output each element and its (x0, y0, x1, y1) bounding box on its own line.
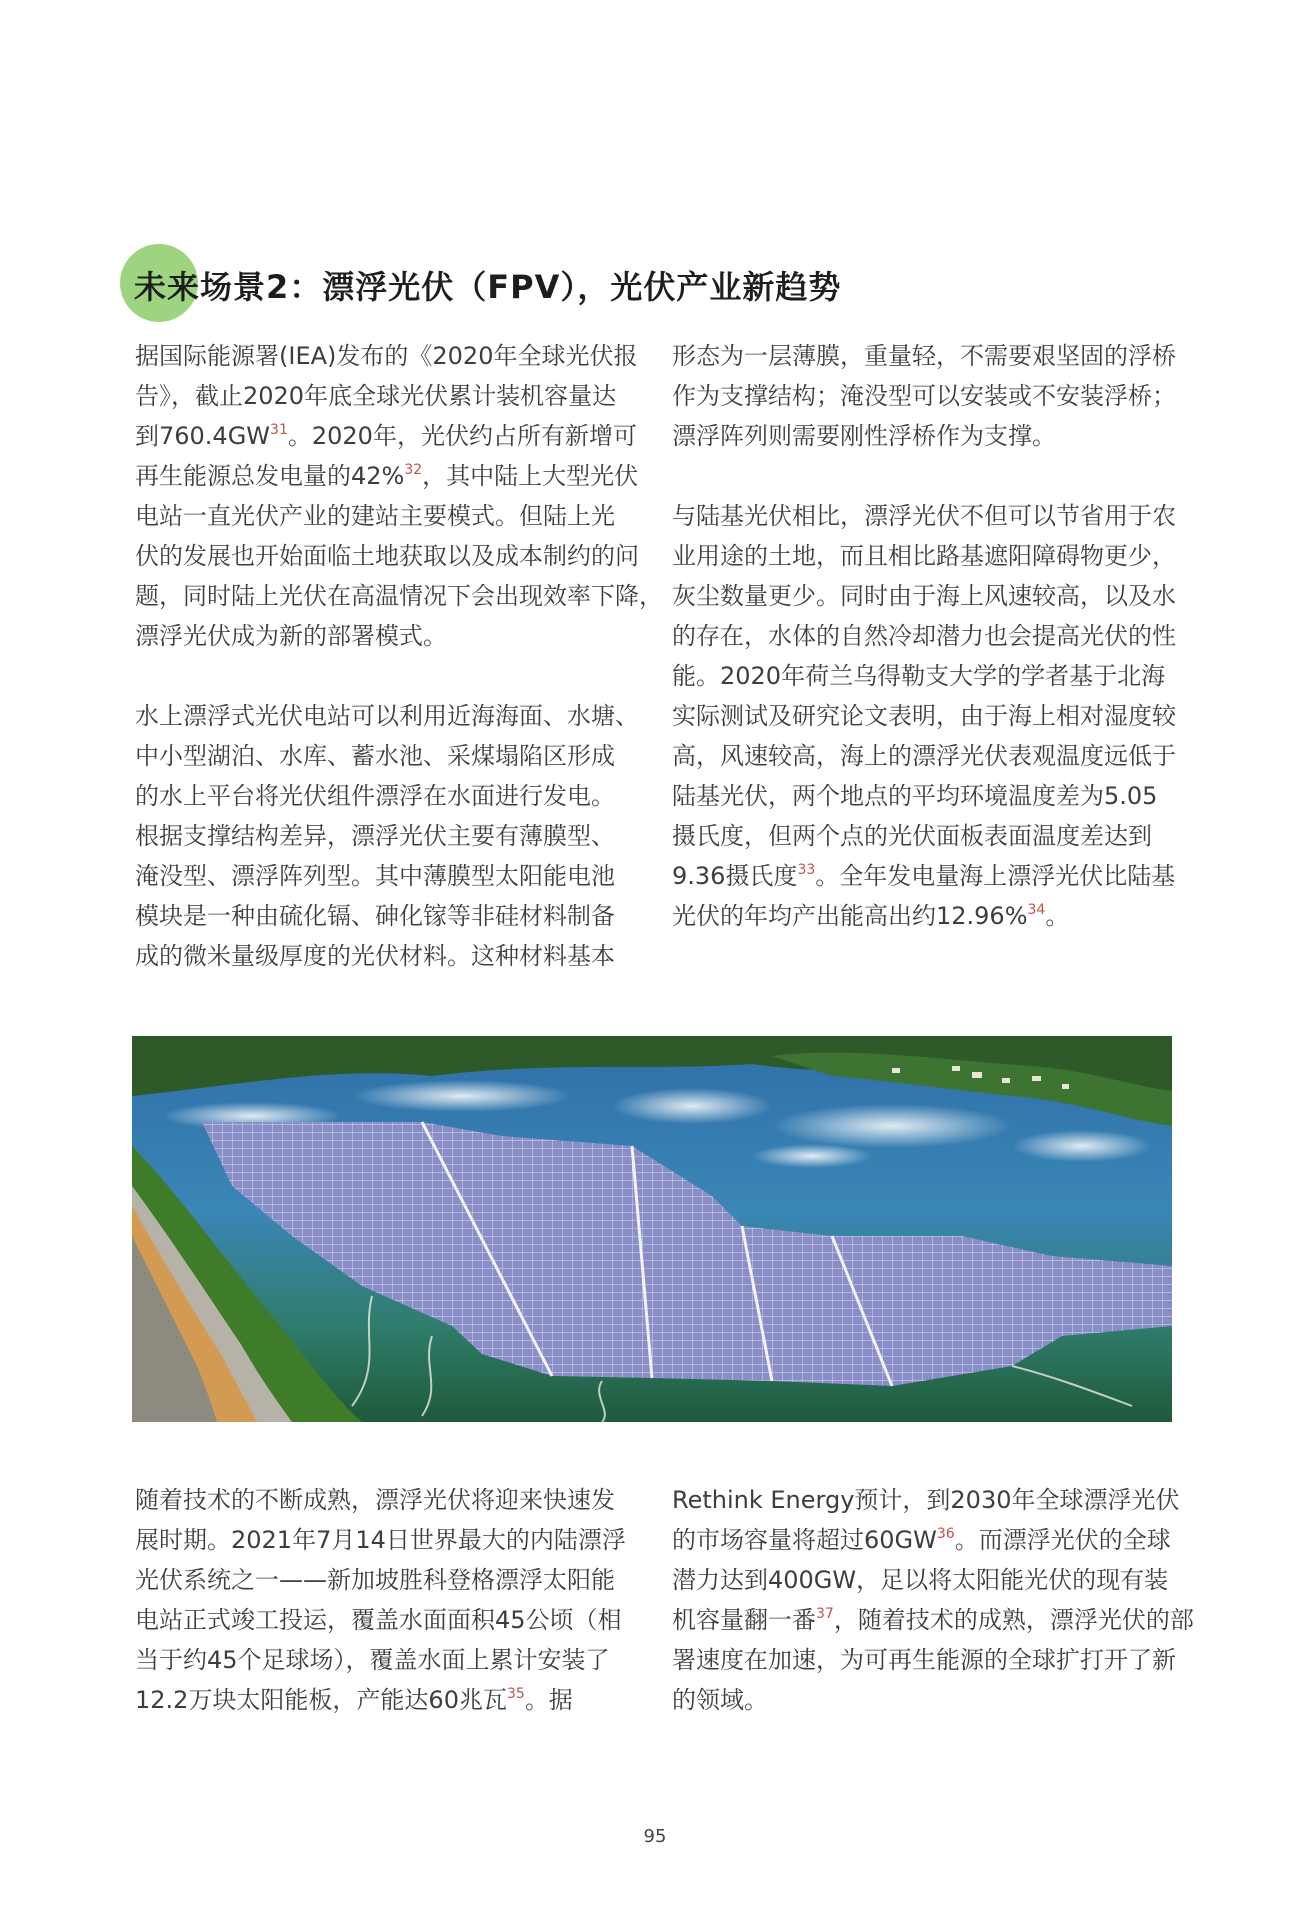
text-run: 淹没型、漂浮阵列型。其中薄膜型太阳能电池 (135, 862, 615, 890)
text-line (672, 656, 1172, 696)
text-line (672, 1680, 1172, 1720)
page-number: 95 (643, 1826, 667, 1847)
text-run: 实际测试及研究论文表明，由于海上相对湿度较 (672, 702, 1176, 730)
floating-solar-photo (132, 1036, 1172, 1422)
top-right-column (672, 336, 1176, 936)
section-heading (120, 244, 1220, 334)
text-line (135, 1680, 635, 1720)
text-run: 9.36摄氏度 (672, 862, 798, 890)
text-line (135, 856, 635, 896)
text-run: 的领域。 (672, 1686, 768, 1714)
text-run: 模块是一种由硫化镉、砷化镓等非硅材料制备 (135, 902, 615, 930)
text-run: 与陆基光伏相比，漂浮光伏不但可以节省用于农 (672, 502, 1176, 530)
text-run: 成的微米量级厚度的光伏材料。这种材料基本 (135, 942, 615, 970)
text-run: 光伏的年均产出能高出约12.96% (672, 902, 1028, 930)
text-run: 漂浮光伏成为新的部署模式。 (135, 622, 447, 650)
text-run: 能。2020年荷兰乌得勒支大学的学者基于北海 (672, 662, 1166, 690)
paragraph (672, 1480, 1194, 1720)
text-line (135, 1560, 635, 1600)
text-line (672, 896, 1172, 936)
reference-mark: 35 (506, 1686, 525, 1702)
text-line (672, 496, 1176, 536)
text-line (672, 576, 1176, 616)
text-line (672, 1560, 1172, 1600)
text-line (135, 1600, 635, 1640)
bottom-left-column (135, 1480, 635, 1720)
text-line (135, 1640, 635, 1680)
text-run: 灰尘数量更少。同时由于海上风速较高，以及水 (672, 582, 1176, 610)
text-line (672, 1520, 1172, 1560)
text-run: 陆基光伏，两个地点的平均环境温度差为5.05 (672, 782, 1158, 810)
paragraph (135, 1480, 635, 1720)
text-run: 随着技术的不断成熟，漂浮光伏将迎来快速发 (135, 1486, 615, 1514)
text-run: 。 (1045, 902, 1070, 930)
text-run: 到760.4GW (135, 422, 271, 450)
text-line (672, 336, 1176, 376)
text-run: 。全年发电量海上漂浮光伏比陆基 (815, 862, 1176, 890)
text-line (135, 576, 663, 616)
text-run: 作为支撑结构；淹没型可以安装或不安装浮桥； (672, 382, 1176, 410)
text-line (672, 1600, 1194, 1640)
text-run: 当于约45个足球场），覆盖水面上累计安装了 (135, 1646, 610, 1674)
text-run: 12.2万块太阳能板，产能达60兆瓦 (135, 1686, 507, 1714)
bottom-right-column (672, 1480, 1194, 1720)
text-line (672, 1480, 1180, 1520)
text-line (135, 416, 635, 456)
text-line (135, 536, 639, 576)
paragraph (672, 496, 1176, 936)
text-line (135, 456, 639, 496)
text-run: 光伏系统之一——新加坡胜科登格漂浮太阳能 (135, 1566, 615, 1594)
text-run: ，随着技术的成熟，漂浮光伏的部 (833, 1606, 1194, 1634)
text-line (135, 736, 635, 776)
text-run: 潜力达到400GW，足以将太阳能光伏的现有装 (672, 1566, 1169, 1594)
text-line (672, 816, 1172, 856)
text-run: 告》，截止2020年底全球光伏累计装机容量达 (135, 382, 617, 410)
text-run: 据国际能源署(IEA)发布的《2020年全球光伏报 (135, 342, 638, 370)
reference-mark: 37 (816, 1606, 834, 1622)
text-line (672, 1640, 1176, 1680)
paragraph (135, 336, 663, 656)
text-run: 的市场容量将超过60GW (672, 1526, 937, 1554)
text-line (672, 736, 1176, 776)
text-run: 高，风速较高，海上的漂浮光伏表观温度远低于 (672, 742, 1176, 770)
text-line (135, 1520, 635, 1560)
text-run: 业用途的土地，而且相比路基遮阳障碍物更少， (672, 542, 1176, 570)
text-run: 。2020年，光伏约占所有新增可 (287, 422, 637, 450)
text-line (672, 376, 1176, 416)
text-run: 漂浮阵列则需要刚性浮桥作为支撑。 (672, 422, 1056, 450)
text-run: 的水上平台将光伏组件漂浮在水面进行发电。 (135, 782, 615, 810)
text-line (135, 376, 635, 416)
text-run: 署速度在加速，为可再生能源的全球扩打开了新 (672, 1646, 1176, 1674)
top-left-column (135, 336, 663, 976)
text-line (135, 696, 639, 736)
text-run: 水上漂浮式光伏电站可以利用近海海面、水塘、 (135, 702, 639, 730)
text-run: 。而漂浮光伏的全球 (954, 1526, 1171, 1554)
text-line (135, 936, 635, 976)
text-run: 形态为一层薄膜，重量轻，不需要艰坚固的浮桥 (672, 342, 1176, 370)
text-run: 再生能源总发电量的42% (135, 462, 405, 490)
reference-mark: 34 (1027, 902, 1046, 918)
heading-title: 未来场景2：漂浮光伏（FPV），光伏产业新趋势 (134, 268, 842, 306)
text-run: 摄氏度，但两个点的光伏面板表面温度差达到 (672, 822, 1152, 850)
text-run: 中小型湖泊、水库、蓄水池、采煤塌陷区形成 (135, 742, 615, 770)
text-run: 电站正式竣工投运，覆盖水面面积45公顷（相 (135, 1606, 622, 1634)
text-run: 根据支撑结构差异，漂浮光伏主要有薄膜型、 (135, 822, 615, 850)
text-line (672, 776, 1172, 816)
text-run: ，其中陆上大型光伏 (422, 462, 639, 490)
text-run: 电站一直光伏产业的建站主要模式。但陆上光 (135, 502, 615, 530)
text-run: 的存在，水体的自然冷却潜力也会提高光伏的性 (672, 622, 1176, 650)
text-line (672, 856, 1176, 896)
text-line (672, 696, 1176, 736)
text-line (135, 776, 635, 816)
text-line (135, 816, 635, 856)
text-line (672, 416, 1172, 456)
text-run: 题，同时陆上光伏在高温情况下会出现效率下降， (135, 582, 663, 610)
text-run: 展时期。2021年7月14日世界最大的内陆漂浮 (135, 1526, 626, 1554)
reference-mark: 36 (936, 1526, 955, 1542)
text-line (135, 336, 638, 376)
text-run: 机容量翻一番 (672, 1606, 816, 1634)
reference-mark: 31 (270, 422, 288, 438)
text-line (135, 1480, 635, 1520)
text-line (135, 896, 635, 936)
text-run: 。据 (524, 1686, 573, 1714)
text-line (672, 536, 1176, 576)
text-run: Rethink Energy预计，到2030年全球漂浮光伏 (672, 1486, 1180, 1514)
paragraph (672, 336, 1176, 456)
paragraph (135, 696, 639, 976)
reference-mark: 33 (797, 862, 816, 878)
text-line (672, 616, 1176, 656)
text-run: 伏的发展也开始面临土地获取以及成本制约的问 (135, 542, 639, 570)
text-line (135, 496, 635, 536)
reference-mark: 32 (404, 462, 423, 478)
text-line (135, 616, 635, 656)
